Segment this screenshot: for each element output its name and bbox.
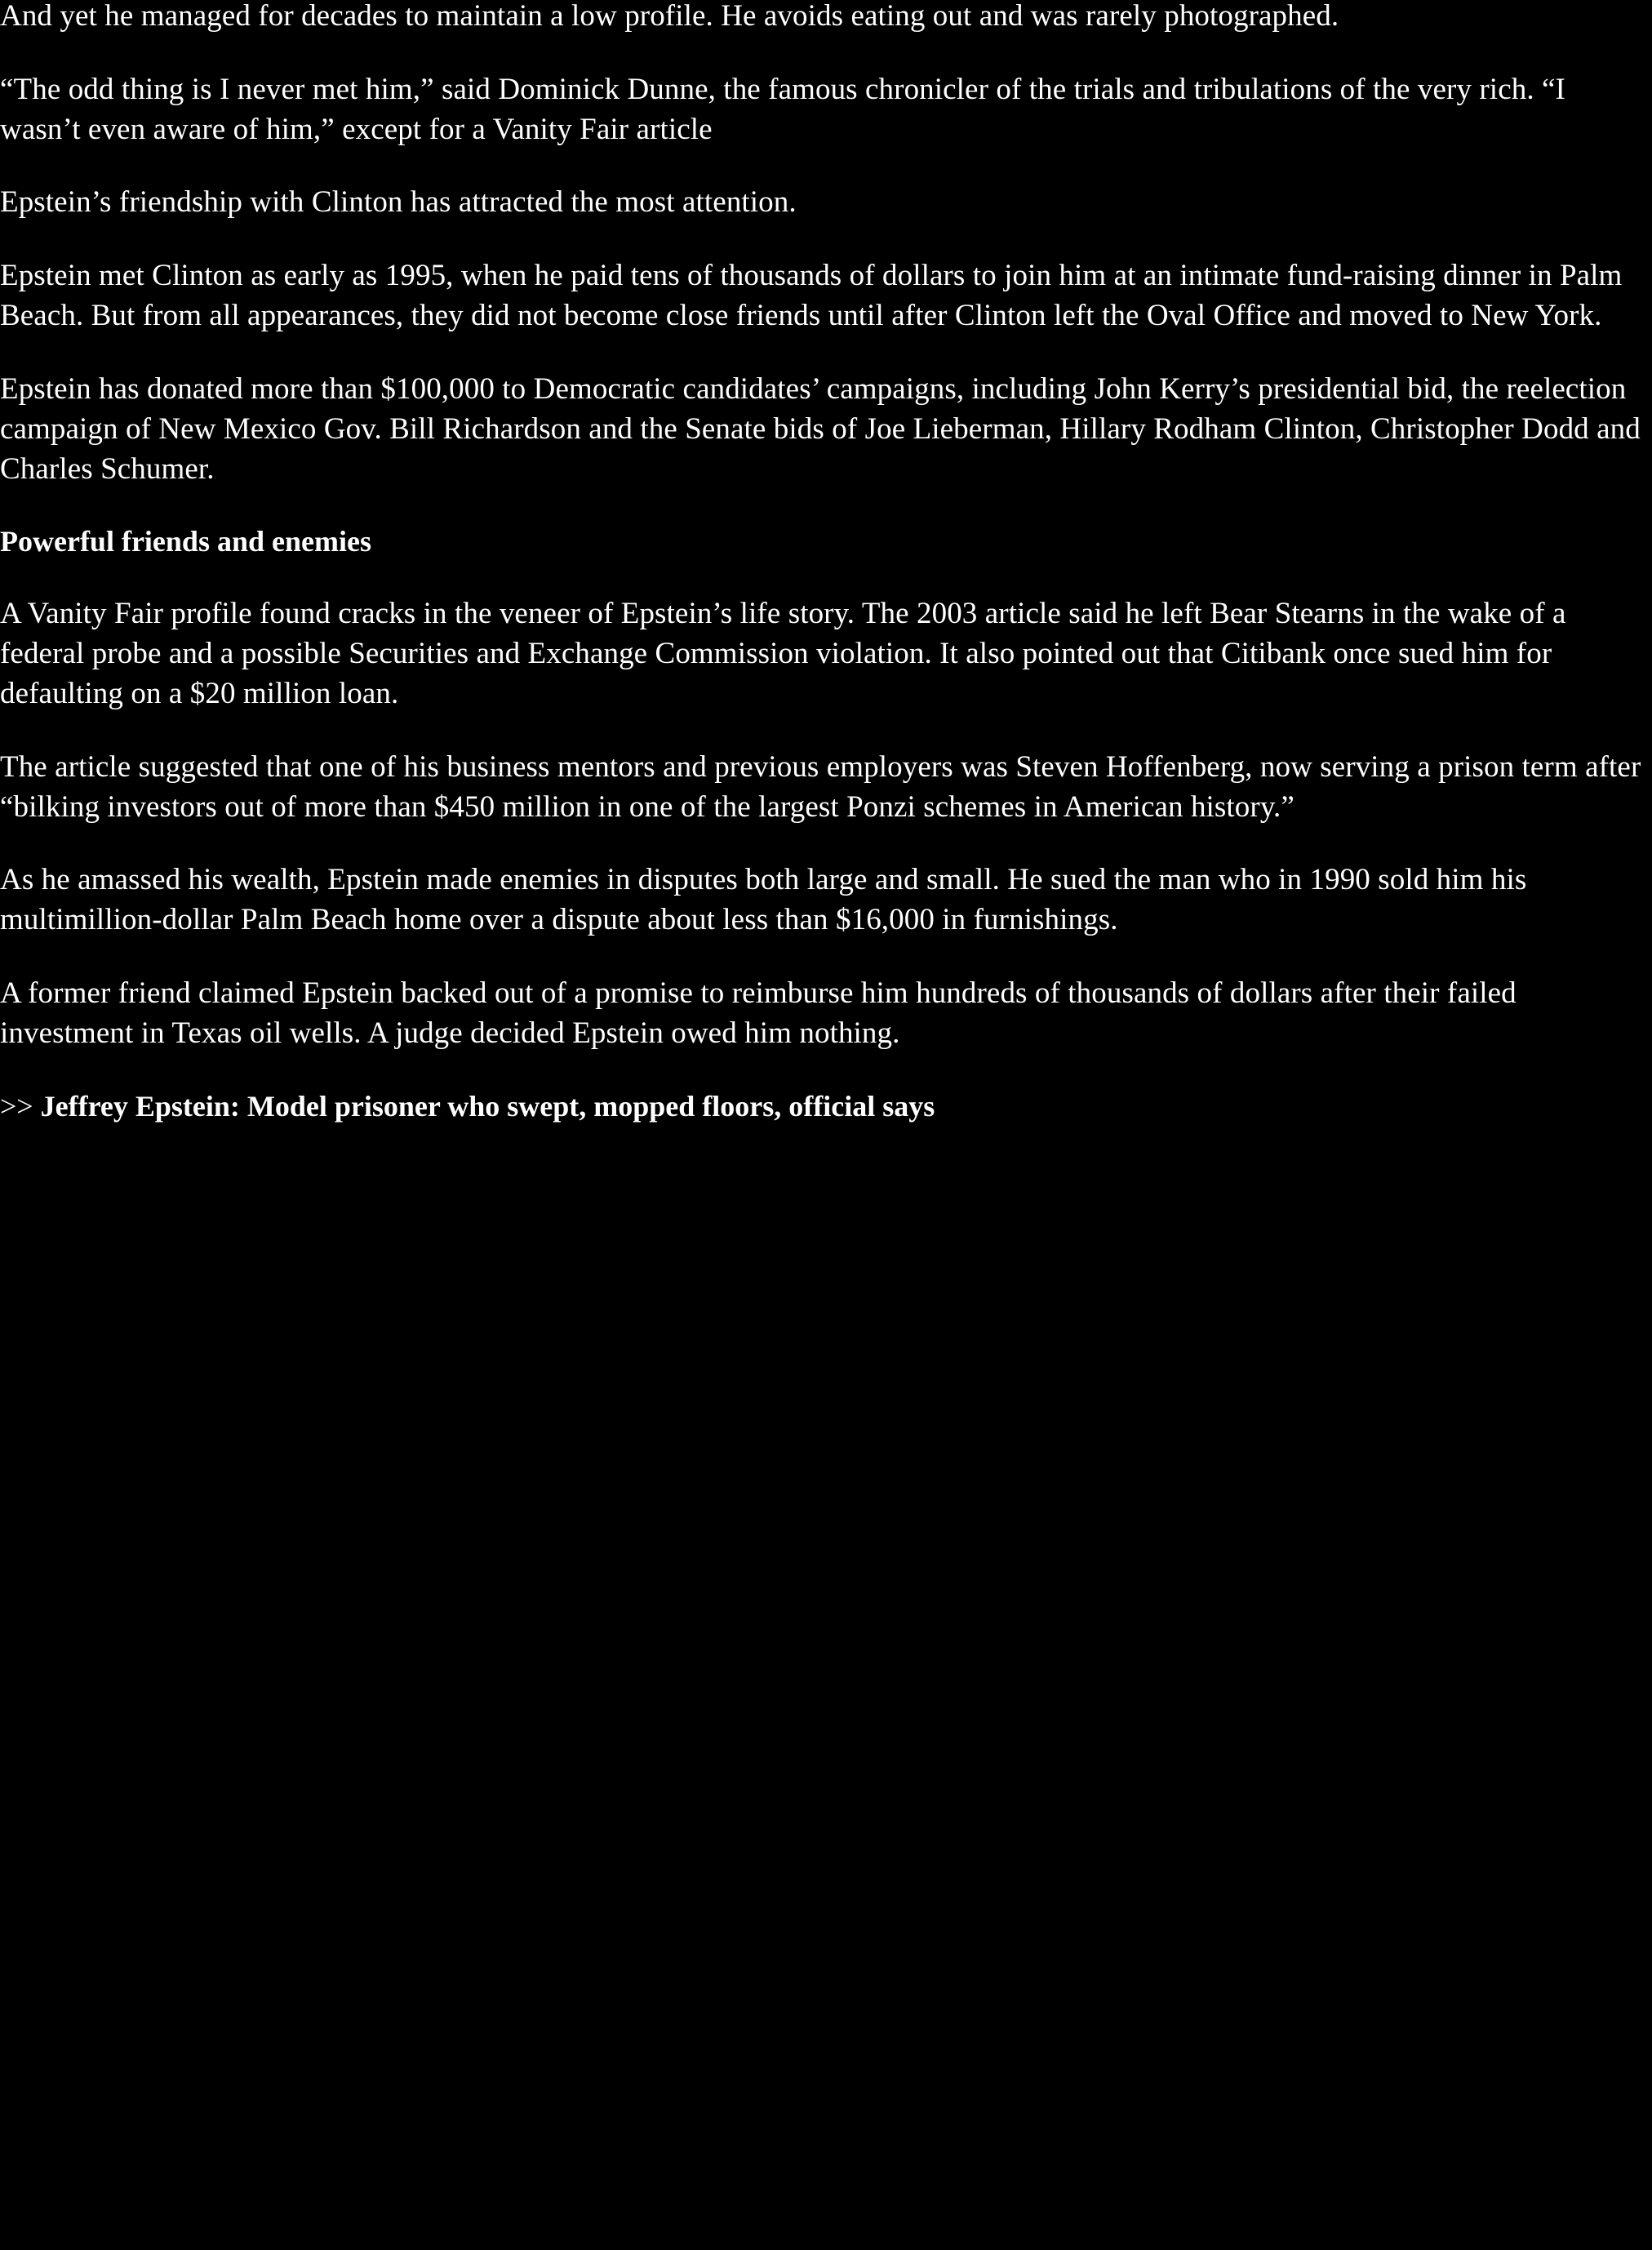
related-article-link[interactable] bbox=[0, 1087, 1644, 1126]
article-paragraph: Epstein met Clinton as early as 1995, when he paid tens of thousands of dollars to join him at an intimate fund-raising dinner in Palm Beach. But from all appearances, they did not become close friends until after Clinton left the Oval Office and moved to New York. bbox=[0, 259, 1623, 333]
related-article-link-text[interactable]: Jeffrey Epstein: Model prisoner who swept, mopped floors, official says bbox=[40, 1089, 935, 1123]
article-paragraph: The article suggested that one of his business mentors and previous employers was Steven Hoffenberg, now serving a prison term after “bilking investors out of more than $450 million in one of the largest Ponzi schemes in American history.” bbox=[0, 749, 1641, 824]
article-paragraph: And yet he managed for decades to maintain a low profile. He avoids eating out and was rarely photographed. bbox=[0, 0, 1339, 33]
article-paragraph: As he amassed his wealth, Epstein made enemies in disputes both large and small. He sued the man who in 1990 sold him his multimillion-dollar Palm Beach home over a dispute about less than $16,000 in furnishings. bbox=[0, 863, 1527, 937]
article-subheading: Powerful friends and enemies bbox=[0, 525, 371, 558]
article-paragraph: Epstein has donated more than $100,000 to Democratic candidates’ campaigns, including John Kerry’s presidential bid, the reelection campaign of New Mexico Gov. Bill Richardson and the Senate bids of Joe Lieberman, Hillary Rodham Clinton, Christopher Dodd and Charles Schumer. bbox=[0, 371, 1641, 486]
chevron-right-icon: >> bbox=[0, 1089, 33, 1123]
article-paragraph: “The odd thing is I never met him,” said Dominick Dunne, the famous chronicler of the trials and tribulations of the very rich. “I wasn’t even aware of him,” except for a Vanity Fair article bbox=[0, 72, 1565, 146]
article-paragraph: Epstein’s friendship with Clinton has attracted the most attention. bbox=[0, 185, 797, 220]
article-paragraph: A Vanity Fair profile found cracks in the veneer of Epstein’s life story. The 2003 article said he left Bear Stearns in the wake of a federal probe and a possible Securities and Exchange Commission violation. It also pointed out that Citibank once sued him for defaulting on a $20 million loan. bbox=[0, 597, 1566, 710]
article-paragraph: A former friend claimed Epstein backed out of a promise to reimburse him hundreds of thousands of dollars after their failed investment in Texas oil wells. A judge decided Epstein owed him nothing. bbox=[0, 976, 1517, 1050]
